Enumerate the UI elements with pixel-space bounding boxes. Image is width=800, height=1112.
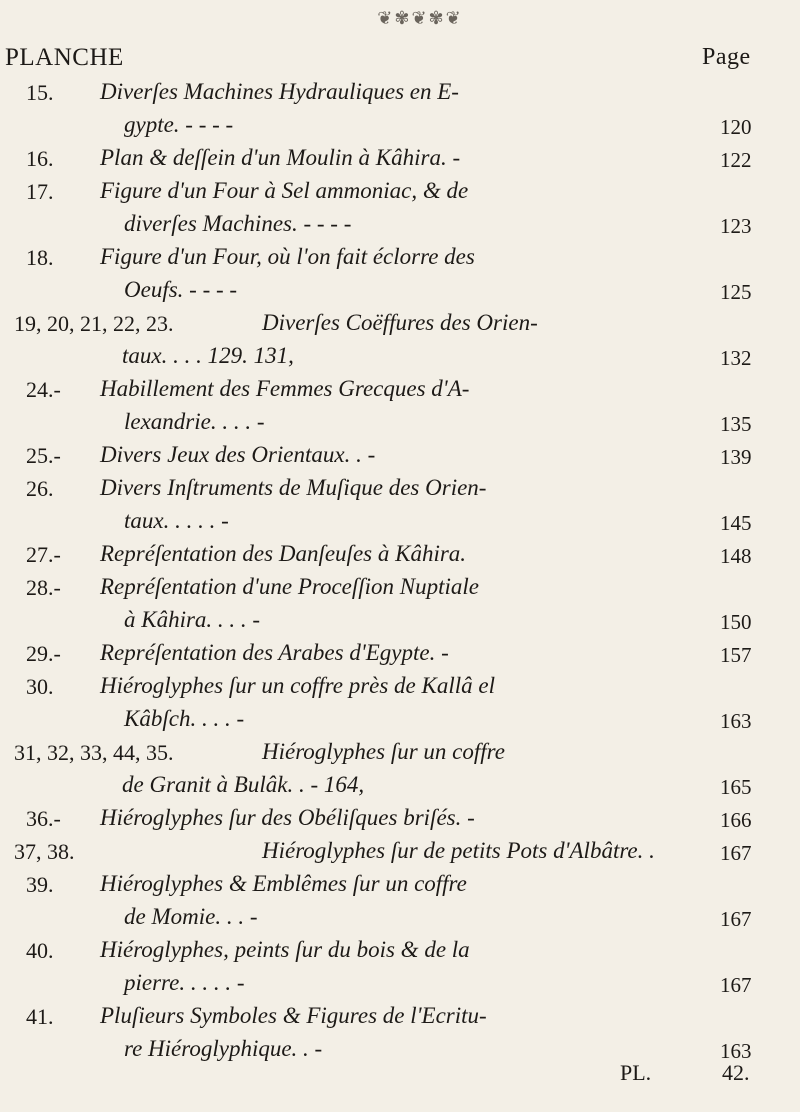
entry-line (0, 375, 800, 408)
plate-number: 41. (26, 1004, 54, 1029)
header-planche: PLANCHE (5, 44, 124, 71)
entry-line (0, 606, 800, 639)
plate-number: 29.- (26, 641, 61, 666)
plate-entry (0, 672, 800, 738)
plate-title: Hiéroglyphes ſur de petits Pots d'Albâtre. . (262, 838, 655, 863)
entry-line (0, 969, 800, 1002)
entry-line (0, 936, 800, 969)
plate-title-continued: diverſes Machines. - - - - (124, 211, 352, 236)
page-reference: 157 (720, 643, 752, 667)
entry-line (0, 177, 800, 210)
entry-line (0, 837, 800, 870)
plate-title: Repréſentation des Danſeuſes à Kâhira. (100, 541, 467, 566)
page-reference: 135 (720, 412, 752, 436)
entry-line (0, 408, 800, 441)
plate-number: 26. (26, 476, 54, 501)
plate-number: 39. (26, 872, 54, 897)
entry-line (0, 474, 800, 507)
plate-title-continued: re Hiéroglyphique. . - (124, 1036, 323, 1061)
page-reference: 167 (720, 907, 752, 931)
plate-entry (0, 177, 800, 243)
entry-line (0, 441, 800, 474)
plate-entry (0, 1002, 800, 1068)
entry-line (0, 672, 800, 705)
plate-title: Hiéroglyphes ſur des Obéliſques briſés. - (100, 805, 475, 830)
plate-entry (0, 309, 800, 375)
plate-title: Diverſes Coëffures des Orien- (262, 310, 538, 335)
plate-entry (0, 573, 800, 639)
page-reference: 132 (720, 346, 752, 370)
entry-line (0, 639, 800, 672)
plate-title-continued: à Kâhira. . . . - (124, 607, 261, 632)
plate-title: Repréſentation d'une Proceſſion Nuptiale (100, 574, 480, 599)
plate-number: 36.- (26, 806, 61, 831)
page-reference: 145 (720, 511, 752, 535)
plate-title-continued: de Momie. . . - (124, 904, 258, 929)
plate-number: 37, 38. (14, 839, 75, 864)
plate-title: Pluſieurs Symboles & Figures de l'Ecritu- (100, 1003, 487, 1028)
entry-line (0, 309, 800, 342)
plate-title: Hiéroglyphes ſur un coffre (262, 739, 505, 764)
header-page: Page (702, 44, 751, 70)
plate-title: Figure d'un Four à Sel ammoniac, & de (100, 178, 469, 203)
plate-title-continued: pierre. . . . . - (124, 970, 245, 995)
entry-line (0, 705, 800, 738)
plate-title: Divers Jeux des Orientaux. . - (100, 442, 376, 467)
entry-line (0, 870, 800, 903)
plate-title: Habillement des Femmes Grecques d'A- (100, 376, 470, 401)
plate-entry (0, 375, 800, 441)
plate-title-continued: taux. . . . . - (124, 508, 229, 533)
plate-number: 31, 32, 33, 44, 35. (14, 740, 174, 765)
entry-line (0, 903, 800, 936)
plate-title: Hiéroglyphes, peints ſur du bois & de la (100, 937, 470, 962)
page-reference: 165 (720, 775, 752, 799)
page-reference: 166 (720, 808, 752, 832)
page-reference: 122 (720, 148, 752, 172)
page-reference: 125 (720, 280, 752, 304)
entry-line (0, 771, 800, 804)
plate-entry (0, 144, 800, 177)
page-reference: 167 (720, 841, 752, 865)
plate-entry (0, 474, 800, 540)
page-reference: 148 (720, 544, 752, 568)
plate-title-continued: Oeufs. - - - - (124, 277, 238, 302)
entry-line (0, 111, 800, 144)
plate-number: 15. (26, 80, 54, 105)
plate-entry (0, 837, 800, 870)
entry-line (0, 342, 800, 375)
entry-line (0, 276, 800, 309)
plate-number: 30. (26, 674, 54, 699)
plate-number: 40. (26, 938, 54, 963)
plate-title-continued: Kâbſch. . . . - (124, 706, 245, 731)
plate-title: Repréſentation des Arabes d'Egypte. - (100, 640, 449, 665)
page-reference: 163 (720, 709, 752, 733)
plate-title-continued: lexandrie. . . . - (124, 409, 265, 434)
plate-title: Diverſes Machines Hydrauliques en E- (100, 79, 459, 104)
plate-entry (0, 78, 800, 144)
page-reference: 150 (720, 610, 752, 634)
plate-list (0, 78, 800, 1068)
plate-number: 24.- (26, 377, 61, 402)
entry-line (0, 210, 800, 243)
plate-title-continued: gypte. - - - - (124, 112, 234, 137)
entry-line (0, 144, 800, 177)
plate-entry (0, 738, 800, 804)
plate-title: Figure d'un Four, où l'on fait éclorre des (100, 244, 475, 269)
header-ornament: ❦✾❦✾❦ (377, 8, 463, 28)
plate-entry (0, 540, 800, 573)
entry-line (0, 540, 800, 573)
catchword-number: 42. (722, 1060, 750, 1085)
plate-number: 16. (26, 146, 54, 171)
plate-number: 28.- (26, 575, 61, 600)
page-reference: 167 (720, 973, 752, 997)
entry-line (0, 804, 800, 837)
entry-line (0, 78, 800, 111)
entry-line (0, 243, 800, 276)
plate-number: 25.- (26, 443, 61, 468)
plate-entry (0, 804, 800, 837)
plate-entry (0, 441, 800, 474)
entry-line (0, 573, 800, 606)
plate-title: Hiéroglyphes ſur un coffre près de Kallâ el (100, 673, 495, 698)
plate-number: 19, 20, 21, 22, 23. (14, 311, 174, 336)
plate-number: 17. (26, 179, 54, 204)
plate-number: 18. (26, 245, 54, 270)
entry-line (0, 1002, 800, 1035)
plate-title: Divers Inſtruments de Muſique des Orien- (100, 475, 487, 500)
page-reference: 123 (720, 214, 752, 238)
entry-line (0, 738, 800, 771)
catchword-pl: PL. (620, 1060, 652, 1085)
page-reference: 139 (720, 445, 752, 469)
plate-title: Plan & deſſein d'un Moulin à Kâhira. - (100, 145, 461, 170)
entry-line (0, 507, 800, 540)
plate-entry (0, 870, 800, 936)
plate-title-continued: de Granit à Bulâk. . - 164, (122, 772, 365, 797)
plate-entry (0, 243, 800, 309)
entry-line (0, 1035, 800, 1068)
plate-entry (0, 639, 800, 672)
plate-entry (0, 936, 800, 1002)
plate-number: 27.- (26, 542, 61, 567)
plate-title-continued: taux. . . . 129. 131, (122, 343, 294, 368)
plate-title: Hiéroglyphes & Emblêmes ſur un coffre (100, 871, 467, 896)
page-reference: 120 (720, 115, 752, 139)
page-reference: 163 (720, 1039, 752, 1063)
